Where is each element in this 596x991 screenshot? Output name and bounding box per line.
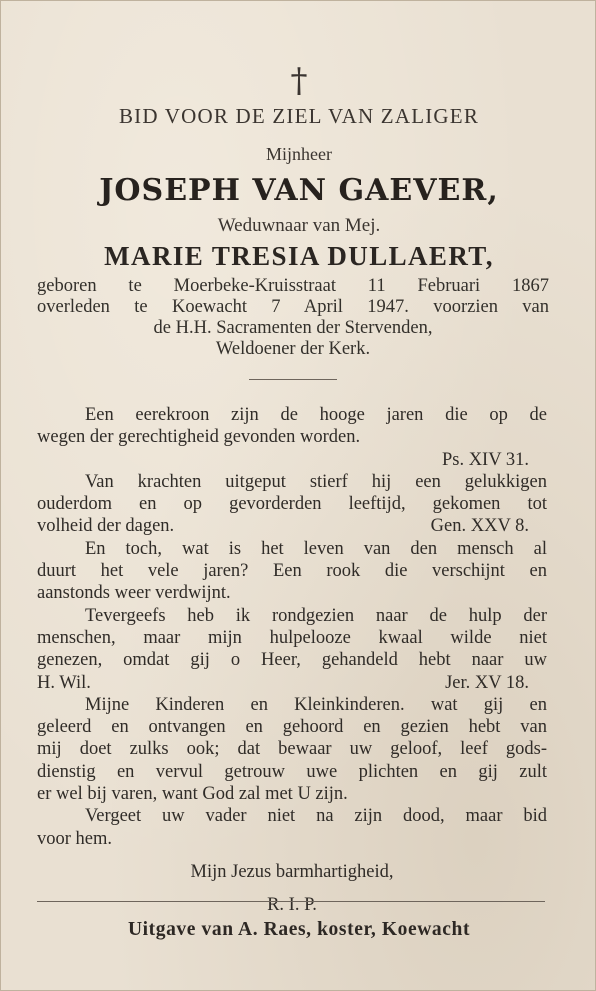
salutation: Mijnheer [266, 144, 332, 164]
verse-text: aanstonds weer verdwijnt. [37, 583, 231, 604]
verse-line [37, 493, 547, 515]
publisher-line: Uitgave van A. Raes, koster, Koewacht [127, 919, 471, 940]
verse-line [37, 426, 547, 448]
verse-line [37, 449, 547, 471]
verses-block [37, 404, 547, 917]
divider-long [37, 901, 545, 902]
verse-text: duurt het vele jaren? Een rook die verschijnt en [37, 561, 547, 582]
divider-short [249, 379, 337, 380]
verse-text: er wel bij varen, want God zal met U zijn. [37, 784, 348, 805]
verse-text: Van krachten uitgeput stierf hij een gelukkigen [85, 471, 547, 492]
deceased-name: JOSEPH VAN GAEVER, [99, 173, 499, 208]
verse-text: wegen der gerechtigheid gevonden worden. [37, 427, 361, 448]
verse-line [37, 783, 547, 805]
verse-text: genezen, omdat gij o Heer, gehandeld hebt naar uw [37, 650, 547, 671]
verse-line [37, 672, 547, 694]
verse-text: En toch, wat is het leven van den mensch al [85, 538, 547, 559]
verse-text: mij doet zulks ook; dat bewaar uw geloof, leef gods- [37, 739, 547, 760]
verse-text: geleerd en ontvangen en gehoord en gezien hebt van [37, 717, 547, 738]
verse-text: menschen, maar mijn hulpelooze kwaal wilde niet [37, 627, 547, 648]
birth-line: geboren te Moerbeke-Kruisstraat 11 Februari 1867 [37, 276, 549, 296]
verse-text: Een eerekroon zijn de hooge jaren die op de [85, 405, 547, 425]
verse-text: dienstig en vervul getrouw uwe plichten en gij zult [37, 761, 547, 782]
widower-of-label: Weduwnaar van Mej. [217, 215, 381, 236]
verse-text: volheid der dagen. [37, 516, 175, 537]
verse-line [37, 627, 547, 649]
verse-line [37, 404, 547, 426]
scripture-reference: Gen. XXV 8. [430, 516, 529, 537]
verse-text: ouderdom en op gevorderden leeftijd, gekomen tot [37, 494, 547, 515]
verse-line [37, 850, 547, 861]
verse-text: Vergeet uw vader niet na zijn dood, maar bid [85, 806, 547, 827]
verse-line [37, 861, 547, 883]
verse-line [37, 471, 547, 493]
verse-line [37, 515, 547, 537]
verse-text: H. Wil. [37, 672, 91, 693]
benefactor-line: Weldoener der Kerk. [215, 339, 371, 359]
prayer-heading: BID VOOR DE ZIEL VAN ZALIGER [118, 104, 480, 128]
life-details [37, 276, 549, 360]
verse-line [37, 883, 547, 894]
verse-line [37, 805, 547, 827]
verse-line [37, 694, 547, 716]
verse-text: R. I. P. [267, 895, 317, 916]
verse-line [37, 738, 547, 760]
verse-text: Mijne Kinderen en Kleinkinderen. wat gij en [85, 694, 547, 715]
verse-line [37, 605, 547, 627]
verse-text: Mijn Jezus barmhartigheid, [190, 861, 394, 882]
verse-line [37, 560, 547, 582]
verse-line [37, 716, 547, 738]
verse-line [37, 582, 547, 604]
verse-line [37, 894, 547, 916]
verse-text: Tevergeefs heb ik rondgezien naar de hulp der [85, 605, 547, 626]
verse-text: voor hem. [37, 828, 113, 849]
death-line: overleden te Koewacht 7 April 1947. voorzien van [37, 297, 549, 317]
verse-line [37, 538, 547, 560]
verse-line [37, 761, 547, 783]
scripture-reference: Ps. XIV 31. [441, 449, 529, 470]
sacraments-line: de H.H. Sacramenten der Stervenden, [153, 318, 433, 338]
spouse-name: MARIE TRESIA DULLAERT, [104, 241, 494, 271]
scripture-reference: Jer. XV 18. [445, 672, 529, 693]
verse-line [37, 649, 547, 671]
verse-line [37, 828, 547, 850]
cross-icon: † [290, 61, 308, 101]
